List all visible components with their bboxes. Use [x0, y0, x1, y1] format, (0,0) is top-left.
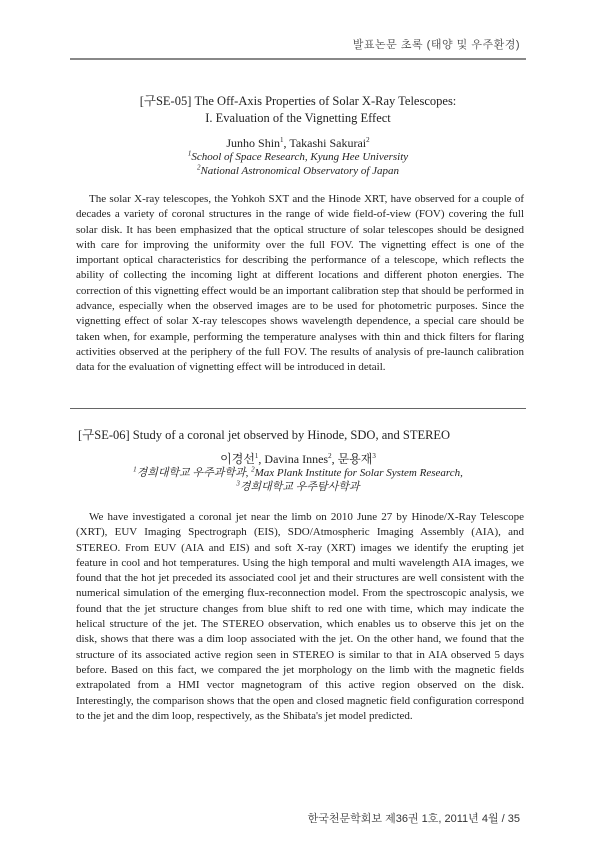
affiliation-text: National Astronomical Observatory of Japan	[200, 165, 400, 177]
title-line-2: I. Evaluation of the Vignetting Effect	[205, 111, 391, 125]
author-affil-mark: 3	[372, 452, 376, 460]
abstract-se06-body: We have investigated a coronal jet near the limb on 2010 June 27 by Hinode/X-Ray Telescope (XRT), EUV Imaging Spectrograph (EIS), SDO/Atmospheric Imaging Assembly (AIA), and STEREO. From EUV (AIA and EIS) and soft X-ray (XRT) images we identify the erupting jet feature in cool and hot temperatures. Using the high temporal and multi wavelength AIA images, we found that the hot jet preceded its associated cool jet and their structures are well consistent with the numerical simulation of the emerging flux-reconnection model. From the spectroscopic analysis, we found that the jet structure changes from blue shift to red one with time, which may indicate the helical structure of the jet. The STEREO observation, which enables us to observe this jet on the disk, shows that there was a dim loop associated with the jet. On the other hand, we found that the structure of its associated active region seen in STEREO is similar to that in AIA observed 5 days before. Based on this fact, we compared the jet morphology on the limb with the magnetic fields extrapolated from a HMI vector magnetogram of this active region observed on the disk. Interestingly, the comparison shows that the open and closed magnetic field configuration correspond to the jet and the dim loop, respectively, as the Shibata's jet model predicted.	[76, 511, 524, 722]
affil-mark: 1	[187, 149, 192, 158]
author-affil-mark: 2	[366, 136, 370, 144]
affiliation-text: School of Space Research, Kyung Hee University	[191, 151, 409, 163]
affiliation-line	[70, 150, 526, 164]
author-name: 문용재	[337, 452, 373, 466]
author-name: Junho Shin	[226, 136, 281, 150]
section-divider	[70, 408, 526, 409]
affil-mark: 2	[251, 465, 255, 474]
title-line-1: [구SE-05] The Off-Axis Properties of Solar X-Ray Telescopes:	[139, 94, 457, 108]
affiliation-text: 경희대학교 우주과학과	[136, 467, 246, 479]
affiliation-line	[70, 466, 526, 480]
author-affil-mark: 1	[280, 136, 284, 144]
abstract-se05-authors	[70, 136, 526, 151]
author-affil-mark: 1	[254, 452, 259, 460]
author-name: 이경선	[220, 452, 255, 466]
author-separator: ,	[283, 136, 290, 150]
affiliation-line	[70, 480, 526, 494]
header-rule	[70, 58, 526, 60]
author-separator: ,	[258, 452, 265, 466]
author-name: Davina Innes	[264, 452, 329, 466]
affiliation-line	[70, 164, 526, 178]
author-affil-mark: 2	[328, 452, 332, 460]
author-separator: ,	[331, 452, 338, 466]
abstract-se05-title	[70, 93, 526, 127]
affiliation-text: Max Plank Institute for Solar System Research	[254, 467, 461, 479]
page-footer: 한국천문학회보 제36권 1호, 2011년 4월 / 35	[307, 813, 520, 825]
author-name: Takashi Sakurai	[289, 136, 367, 150]
affil-mark: 1	[133, 465, 137, 474]
running-header: 발표논문 초록 (태양 및 우주환경)	[352, 39, 520, 51]
abstract-se06-authors	[70, 452, 526, 467]
affil-mark: 3	[236, 479, 240, 488]
abstract-se05-affiliations	[70, 150, 526, 178]
affiliation-text: 경희대학교 우주탐사학과	[239, 481, 360, 493]
abstract-se06-affiliations	[70, 466, 526, 494]
affil-mark: 2	[196, 163, 201, 172]
affiliation-separator: ,	[460, 467, 463, 479]
abstract-se05-body: The solar X-ray telescopes, the Yohkoh SXT and the Hinode XRT, have observed for a couple of decades a variety of coronal structures in the range of wide field-of-view (FOV) covering the full solar disk. It has been emphasized that the optical structure of solar telescopes should be designed with care for improving the uniformity over the full FOV. The vignetting effect is one of the important optical characteristics for describing the performance of a telescope, which reflects the ability of collecting the incoming light at different locations and different photon energies. The correction of this vignetting effect would be an important calibration step that should be performed in advance, especially when the observed images are to be used for photometric purposes. Since the vignetting effect of solar X-ray telescopes shows wavelength dependence, a special care should be taken when, for example, performing the temperature analyses with thin and thick filters for flaring activities observed at the periphery of the full FOV. The results of analysis of pre-launch calibration data for the evaluation of vignetting effect will be introduced in detail.	[76, 193, 524, 374]
affiliation-separator: ,	[245, 467, 252, 479]
abstract-se06-title: [구SE-06] Study of a coronal jet observed by Hinode, SDO, and STEREO	[78, 428, 451, 442]
